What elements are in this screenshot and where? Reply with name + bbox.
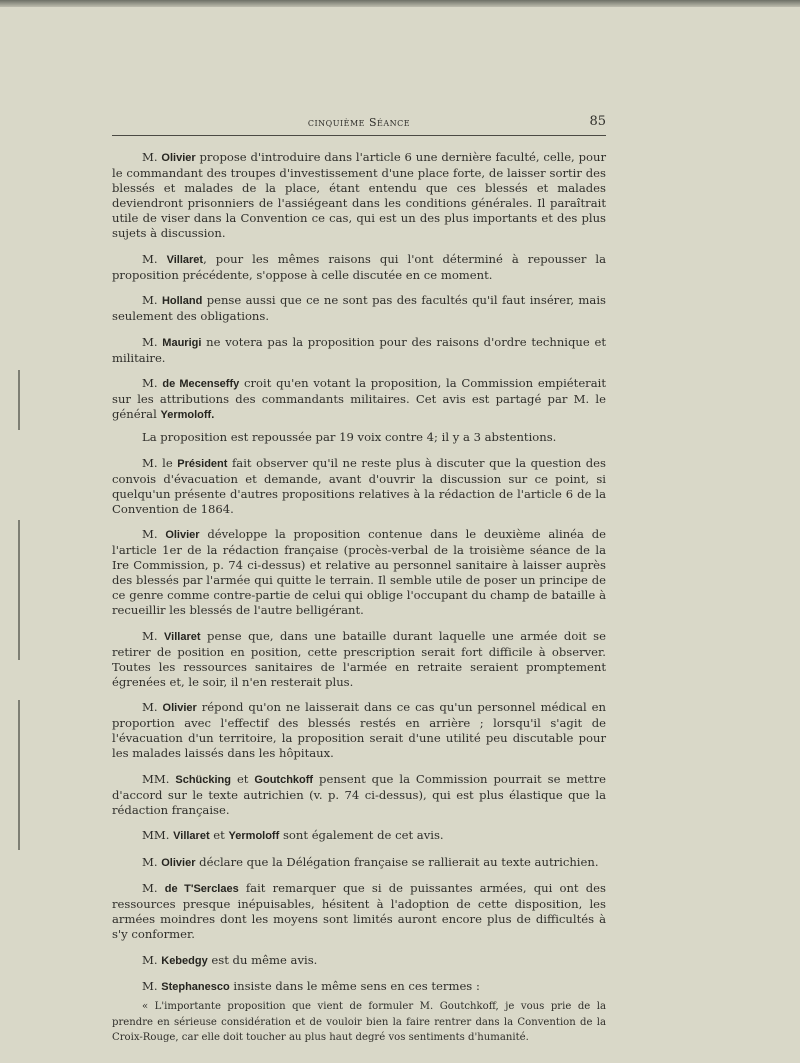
page-number: 85 (589, 114, 606, 129)
paragraph: M. Stephanesco insiste dans le même sens en ces termes : (142, 979, 480, 993)
speaker-name: Olivier (161, 856, 196, 869)
speaker-name: Goutchkoff (254, 773, 314, 786)
running-title: cinquième Séance (307, 116, 411, 129)
paragraph: M. Villaret, pour les mêmes raisons qui l'ont déterminé à repousser la proposition précédente, s'oppose à celle discutée en ce moment. (112, 251, 607, 282)
scan-top-edge (0, 0, 800, 7)
speaker-name: Stephanesco (161, 981, 230, 993)
page-header (112, 114, 606, 132)
header-rule (112, 135, 606, 136)
speaker-name: Olivier (161, 152, 196, 164)
paragraph: M. Kebedgy est du même avis. (142, 952, 318, 967)
speaker-name: Villaret (164, 630, 201, 643)
page-body (112, 150, 606, 1056)
paragraph-vote-result: La proposition est repoussée par 19 voix contre 4; il y a 3 abstentions. (142, 430, 557, 444)
speaker-name: Président (177, 457, 228, 470)
speaker-name: Maurigi (162, 336, 202, 349)
speaker-name: Yermoloff (228, 830, 280, 842)
speaker-name: de T'Serclaes (164, 883, 239, 895)
speaker-name: Olivier (162, 702, 197, 714)
speaker-name: Yermoloff. (160, 409, 215, 421)
speaker-name: Olivier (165, 529, 200, 541)
paragraph: M. Olivier développe la proposition contenue dans le deuxième alinéa de l'article 1er de la rédaction française (procès-verbal de la troisième séance de la Ire Commission, p. 74 ci-dessus) et relative au personnel sanitaire à laisser auprès des blessés par l'armée qui quitte le terrain. Il semble utile de poser un principe de ce genre comme contre-partie de celui qui oblige l'occupant du champ de bataille à recueillir les blessés de l'autre belligérant. (112, 527, 606, 617)
speaker-name: de Mecenseffy (162, 378, 240, 390)
paragraph: M. Villaret pense que, dans une bataille durant laquelle une armée doit se retirer de position en position, cette prescription serait fort difficile à observer. Toutes les ressources sanitaires de l'armée en retraite seraient promptement égrenées et, le soir, il n'en resterait plus. (112, 628, 606, 689)
scan-edge-mark (18, 370, 20, 430)
scan-edge-mark (18, 700, 20, 850)
scan-edge-mark (18, 520, 20, 660)
paragraph: M. Maurigi ne votera pas la proposition pour des raisons d'ordre technique et militaire. (112, 334, 607, 365)
quoted-speech: « L'importante proposition que vient de formuler M. Goutchkoff, je vous prie de la prendre en sérieuse considération et de vouloir bien la faire rentrer dans la Convention de la Croix-Rouge, car elle doit toucher au plus haut degré vos sentiments d'humanité. (112, 1001, 606, 1043)
paragraph: M. Olivier répond qu'on ne laisserait dans ce cas qu'un personnel médical en proportion avec l'effectif des blessés restés en arrière ; lorsqu'il s'agit de l'évacuation d'un territoire, la proposition serait d'une utilité peu discutable pour les malades laissés dans les hôpitaux. (112, 700, 606, 760)
paragraph: M. Olivier déclare que la Délégation française se rallierait au texte autrichien. (142, 854, 599, 869)
speaker-name: Villaret (166, 253, 204, 266)
speaker-name: Holland (161, 295, 203, 307)
speaker-name: Villaret (173, 830, 210, 842)
paragraph: M. Holland pense aussi que ce ne sont pas des facultés qu'il faut insérer, mais seulement des obligations. (112, 293, 606, 323)
paragraph: MM. Schücking et Goutchkoff pensent que la Commission pourrait se mettre d'accord sur le texte autrichien (v. p. 74 ci-dessus), qui est plus élastique que la rédaction française. (112, 771, 606, 817)
paragraph: M. le Président fait observer qu'il ne reste plus à discuter que la question des convois d'évacuation et demande, avant d'ouvrir la discussion sur ce point, si quelqu'un présente d'autres propositions relatives à la rédaction de l'article 6 de la Convention de 1864. (112, 455, 606, 516)
paragraph: M. de T'Serclaes fait remarquer que si de puissantes armées, qui ont des ressources presque inépuisables, hésitent à l'adoption de cette disposition, les armées moindres dont les moyens sont limités auront encore plus de difficultés à s'y conformer. (112, 881, 606, 941)
paragraph: MM. Villaret et Yermoloff sont également de cet avis. (142, 828, 444, 842)
paragraph: M. Olivier propose d'introduire dans l'article 6 une dernière faculté, celle, pour le commandant des troupes d'investissement d'une place forte, de laisser sortir des blessés et malades de la place, étant entendu que ces blessés et malades deviendront prisonniers de l'assiégeant dans les conditions générales. Il paraîtrait utile de viser dans la Convention ce cas, qui est un des plus importants et des plus sujets à discussion. (112, 150, 606, 240)
speaker-name: Schücking (175, 773, 231, 786)
speaker-name: Kebedgy (161, 954, 208, 967)
paragraph: M. de Mecenseffy croit qu'en votant la proposition, la Commission empiéterait sur les attributions des commandants militaires. Cet avis est partagé par M. le général Yermoloff. (112, 376, 606, 421)
